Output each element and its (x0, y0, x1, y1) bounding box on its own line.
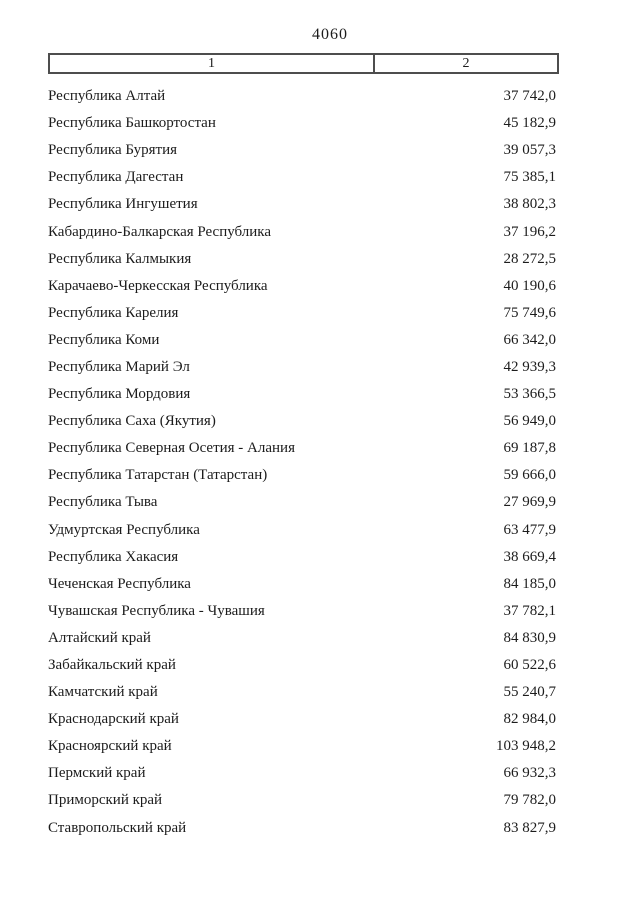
region-value: 66 932,3 (503, 765, 556, 782)
region-value: 38 669,4 (503, 548, 556, 565)
region-name: Республика Татарстан (Татарстан) (48, 467, 268, 484)
region-value: 37 742,0 (503, 88, 556, 105)
region-name: Республика Алтай (48, 88, 166, 105)
table-row (48, 191, 559, 218)
table-row (48, 544, 559, 571)
region-value: 37 196,2 (503, 223, 556, 240)
region-value: 84 830,9 (503, 629, 556, 646)
table-row (48, 408, 559, 435)
region-value: 60 522,6 (503, 657, 556, 674)
region-value: 27 969,9 (503, 494, 556, 511)
region-name: Ставропольский край (48, 819, 187, 836)
table-row (48, 327, 559, 354)
region-name: Красноярский край (48, 738, 172, 755)
region-value: 37 782,1 (503, 602, 556, 619)
table-row (48, 246, 559, 273)
region-name: Республика Мордовия (48, 386, 191, 403)
region-value: 53 366,5 (503, 386, 556, 403)
region-value: 40 190,6 (503, 277, 556, 294)
region-name: Пермский край (48, 765, 146, 782)
table-header-col-2: 2 (462, 55, 470, 71)
table-row (48, 652, 559, 679)
table-header-row (48, 53, 559, 74)
table-row (48, 598, 559, 625)
region-value: 63 477,9 (503, 521, 556, 538)
table-row (48, 679, 559, 706)
page-number: 4060 (312, 26, 348, 43)
region-value: 39 057,3 (503, 142, 556, 159)
table-header-col-1: 1 (50, 55, 375, 72)
region-value: 59 666,0 (503, 467, 556, 484)
region-name: Кабардино-Балкарская Республика (48, 223, 272, 240)
table-row (48, 354, 559, 381)
region-value: 45 182,9 (503, 115, 556, 132)
table-row (48, 435, 559, 462)
region-value: 75 749,6 (503, 304, 556, 321)
table-body (48, 83, 559, 842)
region-name: Республика Бурятия (48, 142, 178, 159)
region-name: Приморский край (48, 792, 163, 809)
region-name: Республика Коми (48, 331, 160, 348)
table-row (48, 273, 559, 300)
table-row (48, 164, 559, 191)
table-row (48, 571, 559, 598)
region-value: 66 342,0 (503, 331, 556, 348)
region-value: 84 185,0 (503, 575, 556, 592)
region-name: Забайкальский край (48, 657, 176, 674)
table-row (48, 760, 559, 787)
region-name: Удмуртская Республика (48, 521, 200, 538)
table-row (48, 706, 559, 733)
region-name: Камчатский край (48, 684, 158, 701)
table-row (48, 517, 559, 544)
table-row (48, 462, 559, 489)
region-value: 103 948,2 (496, 738, 556, 755)
region-name: Республика Саха (Якутия) (48, 413, 216, 430)
region-name: Республика Карелия (48, 304, 179, 321)
region-name: Республика Ингушетия (48, 196, 198, 213)
table-row (48, 381, 559, 408)
region-value: 28 272,5 (503, 250, 556, 267)
region-value: 42 939,3 (503, 358, 556, 375)
table-row (48, 815, 559, 842)
table-row (48, 83, 559, 110)
table-row (48, 625, 559, 652)
region-value: 38 802,3 (503, 196, 556, 213)
region-name: Республика Дагестан (48, 169, 184, 186)
region-name: Республика Тыва (48, 494, 158, 511)
region-value: 82 984,0 (503, 711, 556, 728)
region-name: Чувашская Республика - Чувашия (48, 602, 265, 619)
region-value: 75 385,1 (503, 169, 556, 186)
region-value: 79 782,0 (503, 792, 556, 809)
region-value: 83 827,9 (503, 819, 556, 836)
region-name: Краснодарский край (48, 711, 179, 728)
table-row (48, 137, 559, 164)
region-name: Республика Марий Эл (48, 358, 190, 375)
region-name: Карачаево-Черкесская Республика (48, 277, 268, 294)
region-value: 55 240,7 (503, 684, 556, 701)
region-name: Республика Хакасия (48, 548, 179, 565)
table-row (48, 300, 559, 327)
table-row (48, 489, 559, 516)
region-name: Алтайский край (48, 629, 151, 646)
table-row (48, 110, 559, 137)
region-value: 69 187,8 (503, 440, 556, 457)
table-row (48, 787, 559, 814)
region-value: 56 949,0 (503, 413, 556, 430)
region-name: Республика Северная Осетия - Алания (48, 440, 295, 457)
table-row (48, 218, 559, 245)
region-name: Республика Башкортостан (48, 115, 216, 132)
region-name: Чеченская Республика (48, 575, 191, 592)
table-row (48, 733, 559, 760)
region-name: Республика Калмыкия (48, 250, 192, 267)
